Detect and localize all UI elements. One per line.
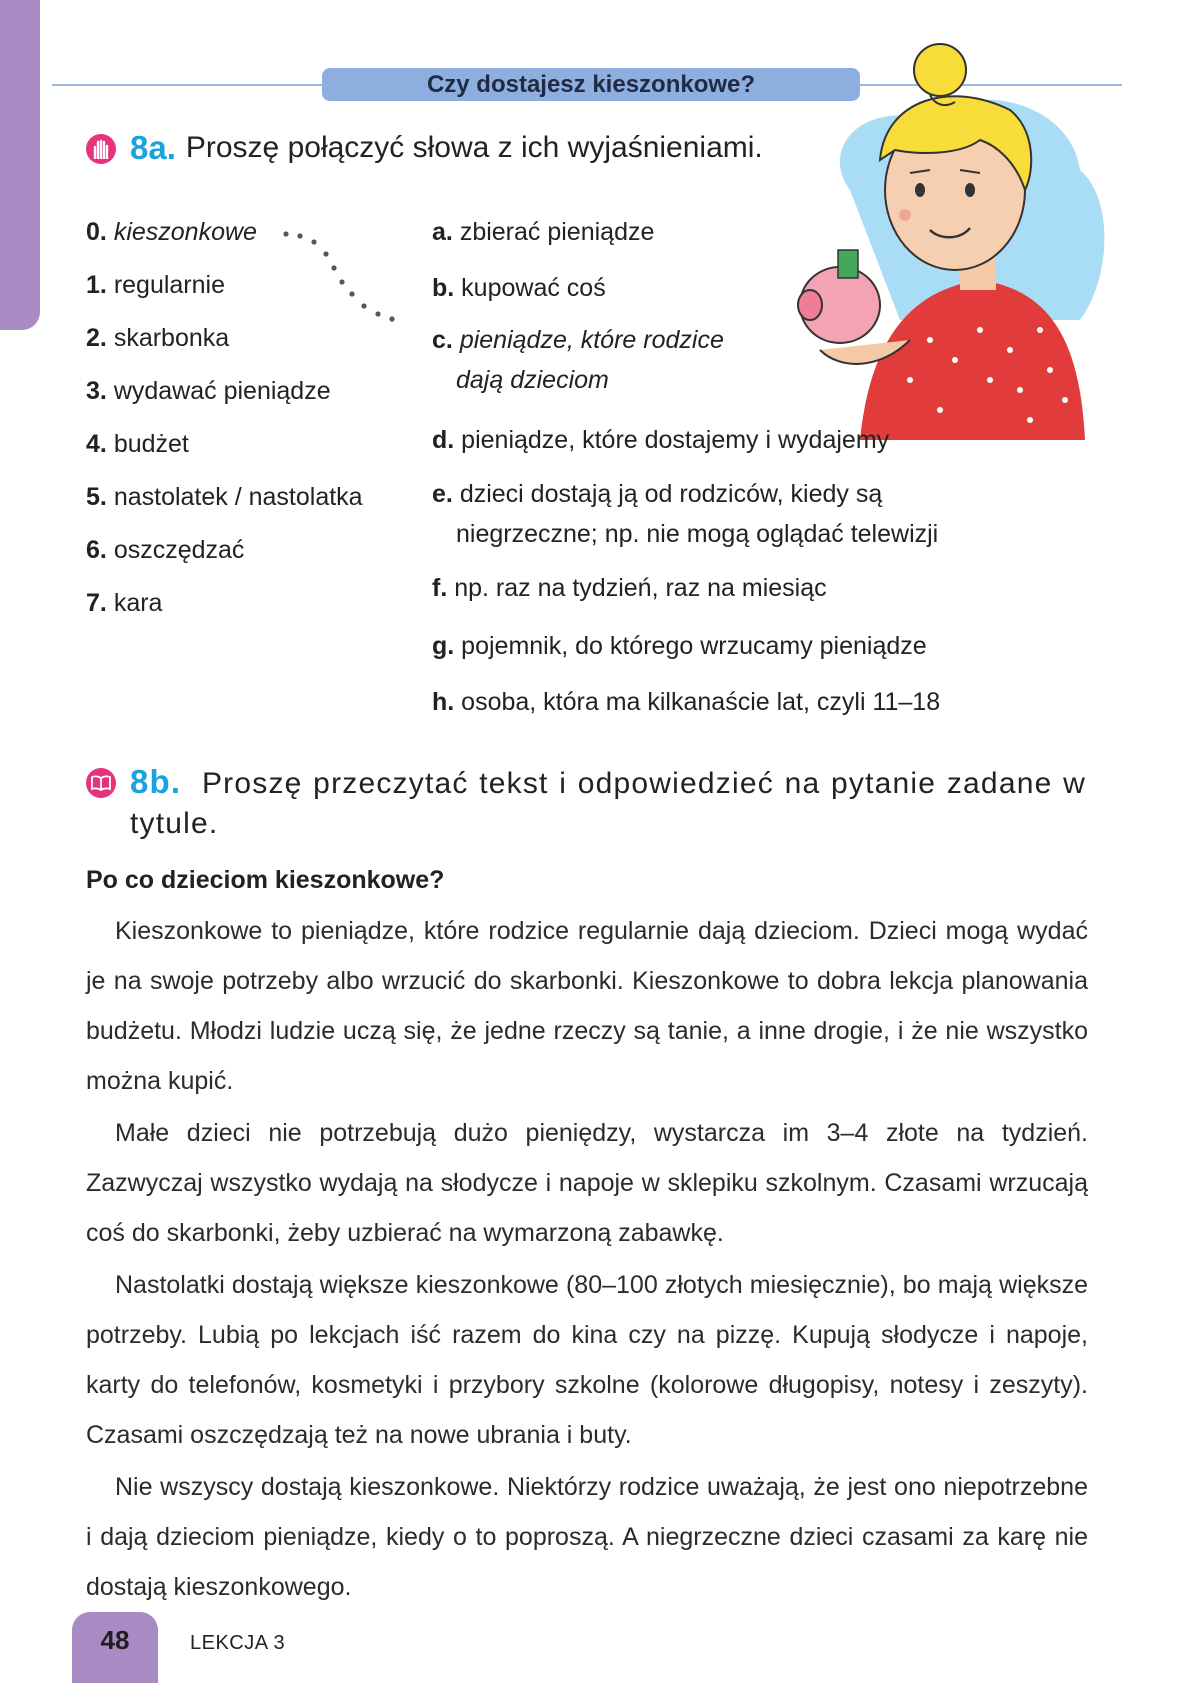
article-paragraph: Kieszonkowe to pieniądze, które rodzice regularnie dają dzieciom. Dzieci mogą wydać je na swoje potrzeby albo wrzucić do skarbonki. Kieszonkowe to dobra lekcja planowania budżetu. Młodzi ludzie uczą się, że jedne rzeczy są tanie, a inne drogie, i że nie wszystko można kupić. [86,917,1088,1095]
definition-item: d. pieniądze, które dostajemy i wydajemy [432,426,890,454]
book-icon [86,768,116,798]
exercise-8b-number: 8b. [130,763,182,800]
word-item: 6. oszczędzać [86,536,245,564]
exercise-8a-header [86,128,763,168]
definition-item: g. pojemnik, do którego wrzucamy pieniądze [432,632,927,660]
exercise-8b-instruction: Proszę przeczytać tekst i odpowiedzieć na pytanie zadane w tytule. [130,767,1086,840]
definition-item: f. np. raz na tydzień, raz na miesiąc [432,574,827,602]
definition-item: h. osoba, która ma kilkanaście lat, czyli 11–18 [432,688,941,716]
word-item: 2. skarbonka [86,324,230,352]
definition-item: b. kupować coś [432,274,606,302]
example-connector-dots [282,224,422,344]
word-item: 4. budżet [86,430,189,458]
word-item: 5. nastolatek / nastolatka [86,483,363,511]
hand-icon [86,134,116,164]
word-item: 1. regularnie [86,271,225,299]
definition-item: a. zbierać pieniądze [432,218,655,246]
section-title: Czy dostajesz kieszonkowe? [322,68,860,101]
lesson-label: LEKCJA 3 [190,1632,286,1654]
exercise-8a-number: 8a. [130,129,176,166]
article-paragraph: Małe dzieci nie potrzebują dużo pieniędzy, wystarcza im 3–4 złote na tydzień. Zazwyczaj wszystko wydają na słodycze i napoje w sklepiku szkolnym. Czasami wrzucają coś do skarbonki, żeby uzbierać na wymarzoną zabawkę. [86,1119,1088,1247]
definition-item: c. pieniądze, które rodzice dają dzieciom [432,326,724,394]
page-number: 48 [72,1612,158,1683]
exercise-8b-header [86,762,1086,844]
exercise-8a-instruction: Proszę połączyć słowa z ich wyjaśnieniami. [185,131,763,164]
word-item: 0. kieszonkowe [86,218,257,246]
girl-with-piggy-bank-illustration [780,40,1120,440]
side-tab [0,0,40,330]
article-title: Po co dzieciom kieszonkowe? [86,866,445,894]
word-item: 7. kara [86,589,163,617]
word-item: 3. wydawać pieniądze [86,377,331,405]
article-paragraph: Nastolatki dostają większe kieszonkowe (80–100 złotych miesięcznie), bo mają większe potrzeby. Lubią po lekcjach iść razem do kina czy na pizzę. Kupują słodycze i napoje, karty do telefonów, kosmetyki i przybory szkolne (kolorowe długopisy, notesy i zeszyty). Czasami oszczędzają też na nowe ubrania i buty. [86,1271,1088,1449]
definition-item: e. dzieci dostają ją od rodziców, kiedy są niegrzeczne; np. nie mogą oglądać telewizji [432,480,939,548]
article-paragraph: Nie wszyscy dostają kieszonkowe. Niektórzy rodzice uważają, że jest ono niepotrzebne i dają dzieciom pieniądze, kiedy o to poproszą. A niegrzeczne dzieci czasami za karę nie dostają kieszonkowego. [86,1473,1088,1601]
